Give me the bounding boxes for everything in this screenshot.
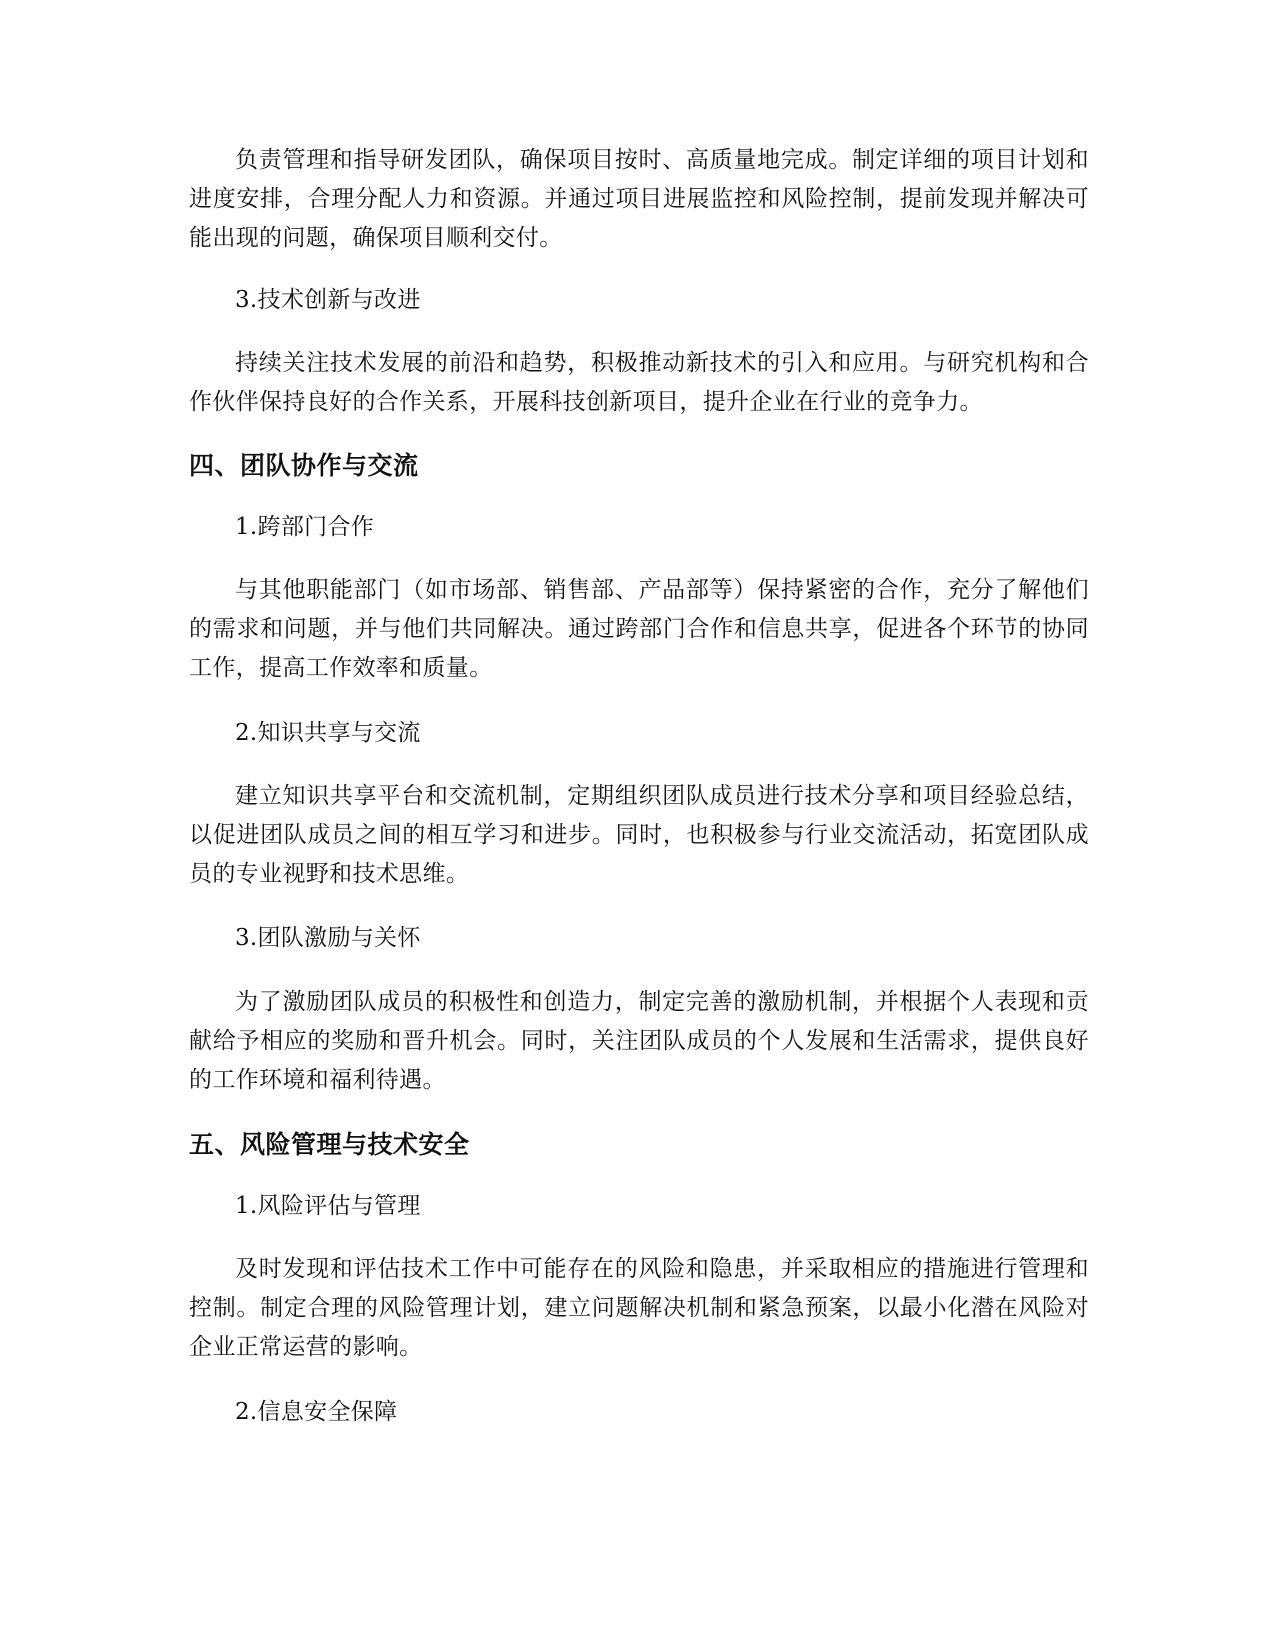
subheading-info-security: 2.信息安全保障: [235, 1399, 398, 1425]
subheading-tech-innovation: 3.技术创新与改进: [235, 287, 421, 313]
paragraph-risk-assessment: 及时发现和评估技术工作中可能存在的风险和隐患，并采取相应的措施进行管理和控制。制定合理的风险管理计划，建立问题解决机制和紧急预案，以最小化潜在风险对企业正常运营的影响。: [189, 1256, 1089, 1360]
paragraph-tech-innovation: 持续关注技术发展的前沿和趋势，积极推动新技术的引入和应用。与研究机构和合作伙伴保持良好的合作关系，开展科技创新项目，提升企业在行业的竞争力。: [189, 350, 1089, 415]
paragraph-team-incentive: 为了激励团队成员的积极性和创造力，制定完善的激励机制，并根据个人表现和贡献给予相应的奖励和晋升机会。同时，关注团队成员的个人发展和生活需求，提供良好的工作环境和福利待遇。: [189, 989, 1089, 1093]
section-heading-risk-security: 五、风险管理与技术安全: [189, 1130, 470, 1159]
section-heading-teamwork: 四、团队协作与交流: [189, 451, 419, 480]
paragraph-knowledge-sharing: 建立知识共享平台和交流机制，定期组织团队成员进行技术分享和项目经验总结，以促进团队成员之间的相互学习和进步。同时，也积极参与行业交流活动，拓宽团队成员的专业视野和技术思维。: [189, 783, 1089, 887]
subheading-knowledge-sharing: 2.知识共享与交流: [235, 720, 421, 746]
subheading-risk-assessment: 1.风险评估与管理: [235, 1193, 421, 1219]
subheading-team-incentive: 3.团队激励与关怀: [235, 925, 421, 951]
subheading-cross-department: 1.跨部门合作: [235, 514, 375, 540]
paragraph-project-management: 负责管理和指导研发团队，确保项目按时、高质量地完成。制定详细的项目计划和进度安排，合理分配人力和资源。并通过项目进展监控和风险控制，提前发现并解决可能出现的问题，确保项目顺利交付。: [189, 147, 1089, 251]
paragraph-cross-department: 与其他职能部门（如市场部、销售部、产品部等）保持紧密的合作，充分了解他们的需求和问题，并与他们共同解决。通过跨部门合作和信息共享，促进各个环节的协同工作，提高工作效率和质量。: [189, 577, 1089, 681]
